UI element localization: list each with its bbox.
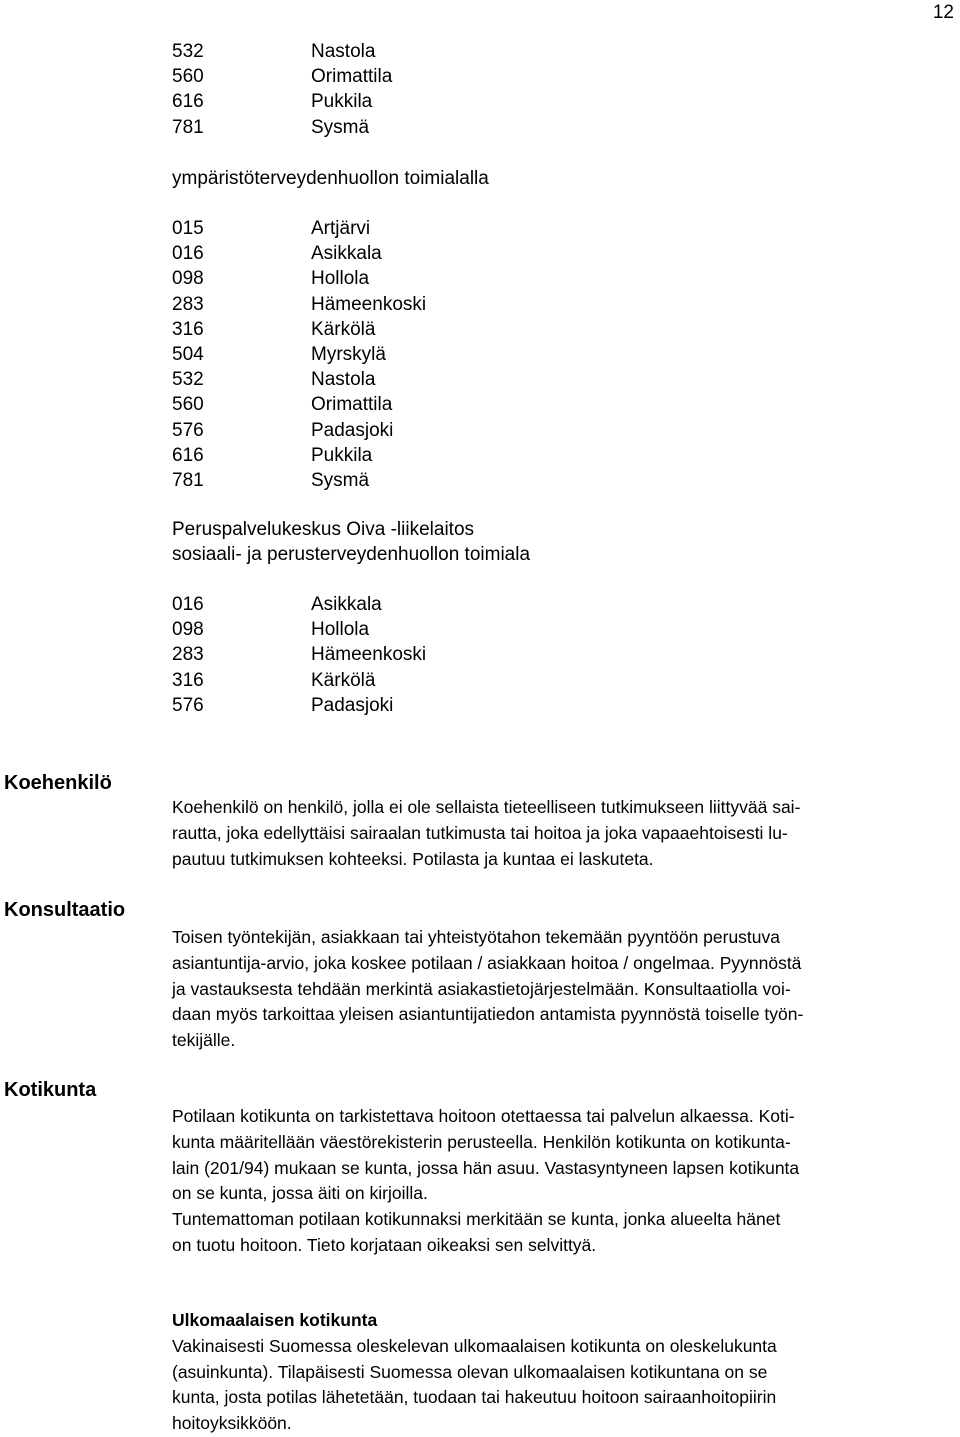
- municipality-code: 098: [172, 619, 204, 641]
- definition-line: Tuntemattoman potilaan kotikunnaksi merkitään se kunta, jonka alueelta hänet: [172, 1209, 781, 1230]
- municipality-list-top: [172, 39, 672, 140]
- municipality-name: Nastola: [311, 369, 376, 391]
- section-ulkomaalainen: [172, 1308, 942, 1437]
- municipality-code: 560: [172, 66, 204, 88]
- list-item: [172, 392, 672, 417]
- list-item: [172, 693, 672, 718]
- municipality-name: Hollola: [311, 268, 370, 290]
- municipality-name: Asikkala: [311, 594, 382, 615]
- list-item: [172, 642, 672, 667]
- definition-line: hoitoyksikköön.: [172, 1413, 292, 1434]
- municipality-list-oiva: [172, 592, 672, 718]
- list-item: [172, 292, 672, 317]
- definition-line: kunta, josta potilas lähetetään, tuodaan tai hakeutuu hoitoon sairaanhoitopiirin: [172, 1387, 777, 1408]
- list-item: [172, 592, 672, 617]
- municipality-code: 616: [172, 444, 204, 466]
- municipality-name: Hämeenkoski: [311, 644, 427, 666]
- definition-konsultaatio: [172, 925, 942, 1054]
- municipality-name: Nastola: [311, 41, 376, 62]
- list-item: [172, 216, 672, 241]
- list-item: [172, 317, 672, 342]
- definition-line: rautta, joka edellyttäisi sairaalan tutkimusta tai hoitoa ja joka vapaaehtoisesti lu-: [172, 822, 788, 843]
- definition-line: Koehenkilö on henkilö, jolla ei ole sellaista tieteelliseen tutkimukseen liittyvää sai-: [172, 797, 801, 817]
- definition-line: on se kunta, jossa äiti on kirjoilla.: [172, 1183, 428, 1204]
- municipality-name: Orimattila: [311, 394, 393, 416]
- section-heading-oiva: [172, 517, 942, 567]
- municipality-list-environmental: [172, 216, 672, 493]
- list-item: [172, 39, 672, 64]
- term-koehenkilo: Koehenkilö: [4, 772, 112, 794]
- list-item: [172, 342, 672, 367]
- municipality-code: 015: [172, 218, 204, 239]
- municipality-code: 283: [172, 293, 204, 315]
- municipality-name: Sysmä: [311, 470, 370, 492]
- list-item: [172, 443, 672, 468]
- municipality-name: Kärkölä: [311, 318, 376, 340]
- municipality-name: Artjärvi: [311, 218, 371, 239]
- list-item: [172, 418, 672, 443]
- municipality-code: 283: [172, 644, 204, 666]
- definition-line: Vakinaisesti Suomessa oleskelevan ulkomaalaisen kotikunta on oleskelukunta: [172, 1335, 777, 1356]
- definition-line: asiantuntija-arvio, joka koskee potilaan / asiakkaan hoitoa / ongelmaa. Pyynnöstä: [172, 952, 802, 973]
- definition-line: (asuinkunta). Tilapäisesti Suomessa olevan ulkomaalaisen kotikuntana on se: [172, 1361, 768, 1382]
- municipality-code: 781: [172, 116, 204, 138]
- term-konsultaatio: Konsultaatio: [4, 899, 126, 921]
- municipality-code: 560: [172, 394, 204, 416]
- municipality-code: 316: [172, 318, 204, 340]
- list-item: [172, 89, 672, 114]
- oiva-heading-line-1: Peruspalvelukeskus Oiva -liikelaitos: [172, 519, 475, 540]
- municipality-name: Pukkila: [311, 444, 373, 466]
- municipality-name: Orimattila: [311, 66, 393, 88]
- municipality-code: 616: [172, 91, 204, 113]
- municipality-code: 781: [172, 470, 204, 492]
- municipality-name: Myrskylä: [311, 344, 386, 366]
- list-item: [172, 668, 672, 693]
- subheading-ulkomaalainen: Ulkomaalaisen kotikunta: [172, 1310, 378, 1330]
- term-kotikunta: Kotikunta: [4, 1079, 97, 1101]
- definition-line: daan myös tarkoittaa yleisen asiantuntijatiedon antamista pyynnöstä toiselle työn-: [172, 1004, 804, 1025]
- municipality-code: 532: [172, 41, 204, 62]
- definition-line: Potilaan kotikunta on tarkistettava hoitoon otettaessa tai palvelun alkaessa. Koti-: [172, 1106, 795, 1126]
- definition-line: kunta määritellään väestörekisterin perusteella. Henkilön kotikunta on kotikunta-: [172, 1131, 791, 1152]
- municipality-name: Sysmä: [311, 116, 370, 138]
- definition-line: tekijälle.: [172, 1030, 236, 1051]
- page-number: 12: [932, 2, 954, 23]
- list-item: [172, 266, 672, 291]
- municipality-code: 098: [172, 268, 204, 290]
- municipality-code: 016: [172, 243, 204, 265]
- definition-koehenkilo: [172, 795, 942, 872]
- municipality-code: 532: [172, 369, 204, 391]
- definition-line: Toisen työntekijän, asiakkaan tai yhteistyötahon tekemään pyyntöön perustuva: [172, 927, 781, 947]
- definition-kotikunta: [172, 1104, 942, 1259]
- municipality-name: Hämeenkoski: [311, 293, 427, 315]
- oiva-heading-line-2: sosiaali- ja perusterveydenhuollon toimiala: [172, 544, 531, 566]
- municipality-code: 504: [172, 344, 204, 366]
- list-item: [172, 115, 672, 140]
- definition-line: lain (201/94) mukaan se kunta, jossa hän asuu. Vastasyntyneen lapsen kotikunta: [172, 1157, 800, 1178]
- municipality-name: Padasjoki: [311, 419, 394, 441]
- list-item: [172, 241, 672, 266]
- municipality-name: Hollola: [311, 619, 370, 641]
- list-item: [172, 64, 672, 89]
- list-item: [172, 367, 672, 392]
- municipality-code: 576: [172, 694, 204, 716]
- municipality-name: Asikkala: [311, 243, 382, 265]
- municipality-name: Pukkila: [311, 91, 373, 113]
- municipality-code: 576: [172, 419, 204, 441]
- municipality-name: Kärkölä: [311, 669, 376, 691]
- municipality-code: 316: [172, 669, 204, 691]
- list-item: [172, 468, 672, 493]
- definition-line: on tuotu hoitoon. Tieto korjataan oikeaksi sen selvittyä.: [172, 1234, 597, 1255]
- municipality-code: 016: [172, 594, 204, 615]
- definition-line: pautuu tutkimuksen kohteeksi. Potilasta ja kuntaa ei laskuteta.: [172, 848, 654, 869]
- list-item: [172, 617, 672, 642]
- section-heading-environmental: ympäristöterveydenhuollon toimialalla: [172, 168, 489, 189]
- municipality-name: Padasjoki: [311, 694, 394, 716]
- definition-line: ja vastauksesta tehdään merkintä asiakastietojärjestelmään. Konsultaatiolla voi-: [172, 978, 791, 999]
